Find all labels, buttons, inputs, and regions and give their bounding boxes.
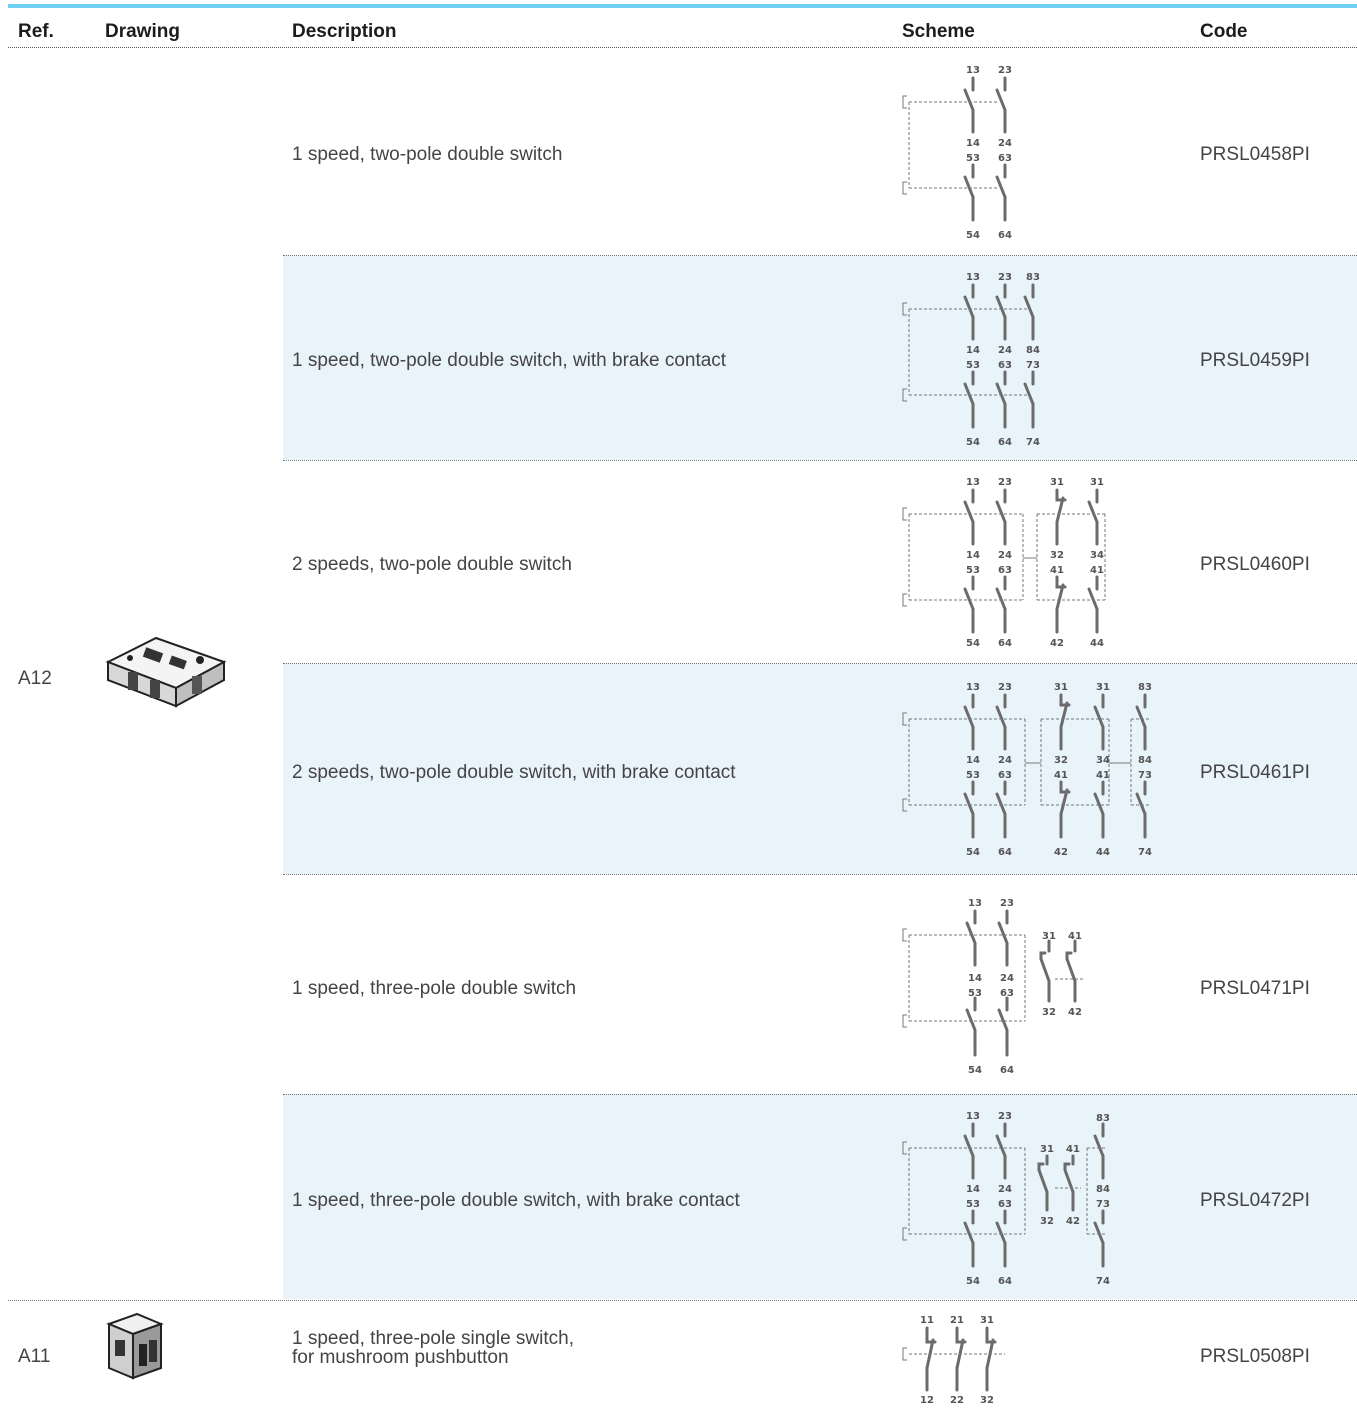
terminal-label: 21	[950, 1315, 964, 1326]
header-accent-bar	[8, 4, 1357, 8]
terminal-label: 22	[950, 1395, 964, 1406]
terminal-label: 13	[968, 898, 982, 909]
row-description: 1 speed, three-pole double switch, with brake contact	[292, 1190, 740, 1211]
row-code: PRSL0472PI	[1200, 1190, 1310, 1211]
column-header-ref: Ref.	[18, 21, 54, 42]
row-description-line1: 1 speed, three-pole single switch,	[292, 1328, 574, 1349]
terminal-label: 14	[966, 138, 980, 149]
terminal-label: 34	[1090, 550, 1104, 561]
row-divider	[283, 255, 1357, 256]
terminal-label: 31	[1096, 682, 1110, 693]
terminal-label: 13	[966, 272, 980, 283]
wiring-scheme	[895, 472, 1175, 657]
row-description: 2 speeds, two-pole double switch, with brake contact	[292, 762, 736, 783]
terminal-label: 63	[998, 565, 1012, 576]
terminal-label: 13	[966, 65, 980, 76]
column-header-scheme: Scheme	[902, 21, 975, 42]
row-divider	[283, 460, 1357, 461]
terminal-label: 24	[998, 550, 1012, 561]
group-divider	[8, 1300, 1357, 1301]
terminal-label: 84	[1138, 755, 1152, 766]
terminal-label: 63	[998, 1199, 1012, 1210]
terminal-label: 64	[1000, 1065, 1014, 1076]
terminal-label: 54	[968, 1065, 982, 1076]
terminal-label: 83	[1138, 682, 1152, 693]
column-header-code: Code	[1200, 21, 1248, 42]
terminal-label: 32	[1040, 1216, 1054, 1227]
wiring-scheme	[895, 1310, 1095, 1410]
terminal-label: 14	[966, 755, 980, 766]
terminal-label: 74	[1026, 437, 1040, 448]
terminal-label: 11	[920, 1315, 934, 1326]
terminal-label: 83	[1026, 272, 1040, 283]
terminal-label: 23	[998, 682, 1012, 693]
terminal-label: 32	[1042, 1007, 1056, 1018]
terminal-label: 53	[966, 153, 980, 164]
terminal-label: 23	[998, 477, 1012, 488]
terminal-label: 83	[1096, 1113, 1110, 1124]
row-description: 1 speed, three-pole double switch	[292, 978, 577, 999]
wiring-scheme	[895, 677, 1175, 862]
terminal-label: 41	[1054, 770, 1068, 781]
terminal-label: 54	[966, 437, 980, 448]
terminal-label: 23	[998, 1111, 1012, 1122]
terminal-label: 42	[1068, 1007, 1082, 1018]
row-divider	[283, 663, 1357, 664]
column-header-description: Description	[292, 21, 397, 42]
terminal-label: 73	[1138, 770, 1152, 781]
row-code: PRSL0459PI	[1200, 350, 1310, 371]
terminal-label: 64	[998, 230, 1012, 241]
terminal-label: 32	[1050, 550, 1064, 561]
terminal-label: 14	[966, 345, 980, 356]
terminal-label: 24	[998, 1184, 1012, 1195]
terminal-label: 63	[998, 360, 1012, 371]
terminal-label: 63	[998, 153, 1012, 164]
terminal-label: 14	[968, 973, 982, 984]
terminal-label: 63	[998, 770, 1012, 781]
row-divider	[283, 874, 1357, 875]
terminal-label: 41	[1096, 770, 1110, 781]
terminal-label: 54	[966, 847, 980, 858]
terminal-label: 53	[966, 565, 980, 576]
terminal-label: 54	[966, 638, 980, 649]
terminal-label: 41	[1050, 565, 1064, 576]
terminal-label: 41	[1068, 931, 1082, 942]
terminal-label: 84	[1096, 1184, 1110, 1195]
column-header-drawing: Drawing	[105, 21, 180, 42]
terminal-label: 34	[1096, 755, 1110, 766]
row-code: PRSL0458PI	[1200, 144, 1310, 165]
terminal-label: 31	[1040, 1144, 1054, 1155]
terminal-label: 41	[1090, 565, 1104, 576]
single-switch-drawing-icon	[103, 1310, 165, 1384]
row-code: PRSL0460PI	[1200, 554, 1310, 575]
terminal-label: 24	[998, 138, 1012, 149]
terminal-label: 24	[998, 755, 1012, 766]
terminal-label: 13	[966, 477, 980, 488]
header-divider	[8, 47, 1357, 48]
terminal-label: 54	[966, 1276, 980, 1287]
terminal-label: 31	[1050, 477, 1064, 488]
terminal-label: 44	[1096, 847, 1110, 858]
row-description: 1 speed, two-pole double switch	[292, 144, 563, 165]
terminal-label: 24	[1000, 973, 1014, 984]
terminal-label: 32	[980, 1395, 994, 1406]
terminal-label: 14	[966, 1184, 980, 1195]
terminal-label: 31	[1054, 682, 1068, 693]
terminal-label: 64	[998, 847, 1012, 858]
row-code: PRSL0461PI	[1200, 762, 1310, 783]
terminal-label: 74	[1138, 847, 1152, 858]
terminal-label: 73	[1096, 1199, 1110, 1210]
terminal-label: 12	[920, 1395, 934, 1406]
terminal-label: 74	[1096, 1276, 1110, 1287]
terminal-label: 31	[980, 1315, 994, 1326]
wiring-scheme	[895, 267, 1175, 452]
terminal-label: 54	[966, 230, 980, 241]
row-code: PRSL0471PI	[1200, 978, 1310, 999]
switch-block-drawing-icon	[100, 632, 228, 712]
terminal-label: 53	[966, 1199, 980, 1210]
ref-a11: A11	[18, 1346, 51, 1367]
ref-a12: A12	[18, 668, 52, 689]
terminal-label: 73	[1026, 360, 1040, 371]
terminal-label: 23	[998, 272, 1012, 283]
row-description-line2: for mushroom pushbutton	[292, 1347, 509, 1368]
terminal-label: 53	[968, 988, 982, 999]
wiring-scheme	[895, 893, 1175, 1083]
terminal-label: 13	[966, 682, 980, 693]
terminal-label: 42	[1054, 847, 1068, 858]
terminal-label: 32	[1054, 755, 1068, 766]
wiring-scheme	[895, 1106, 1175, 1291]
terminal-label: 63	[1000, 988, 1014, 999]
terminal-label: 53	[966, 770, 980, 781]
terminal-label: 64	[998, 1276, 1012, 1287]
terminal-label: 13	[966, 1111, 980, 1122]
row-divider	[283, 1094, 1357, 1095]
terminal-label: 84	[1026, 345, 1040, 356]
terminal-label: 41	[1066, 1144, 1080, 1155]
terminal-label: 42	[1050, 638, 1064, 649]
terminal-label: 14	[966, 550, 980, 561]
terminal-label: 44	[1090, 638, 1104, 649]
row-description: 1 speed, two-pole double switch, with brake contact	[292, 350, 727, 371]
wiring-scheme	[895, 60, 1175, 245]
row-code: PRSL0508PI	[1200, 1346, 1310, 1367]
terminal-label: 31	[1042, 931, 1056, 942]
terminal-label: 31	[1090, 477, 1104, 488]
terminal-label: 24	[998, 345, 1012, 356]
terminal-label: 64	[998, 437, 1012, 448]
terminal-label: 53	[966, 360, 980, 371]
terminal-label: 23	[1000, 898, 1014, 909]
terminal-label: 64	[998, 638, 1012, 649]
terminal-label: 23	[998, 65, 1012, 76]
row-description: 2 speeds, two-pole double switch	[292, 554, 572, 575]
terminal-label: 42	[1066, 1216, 1080, 1227]
